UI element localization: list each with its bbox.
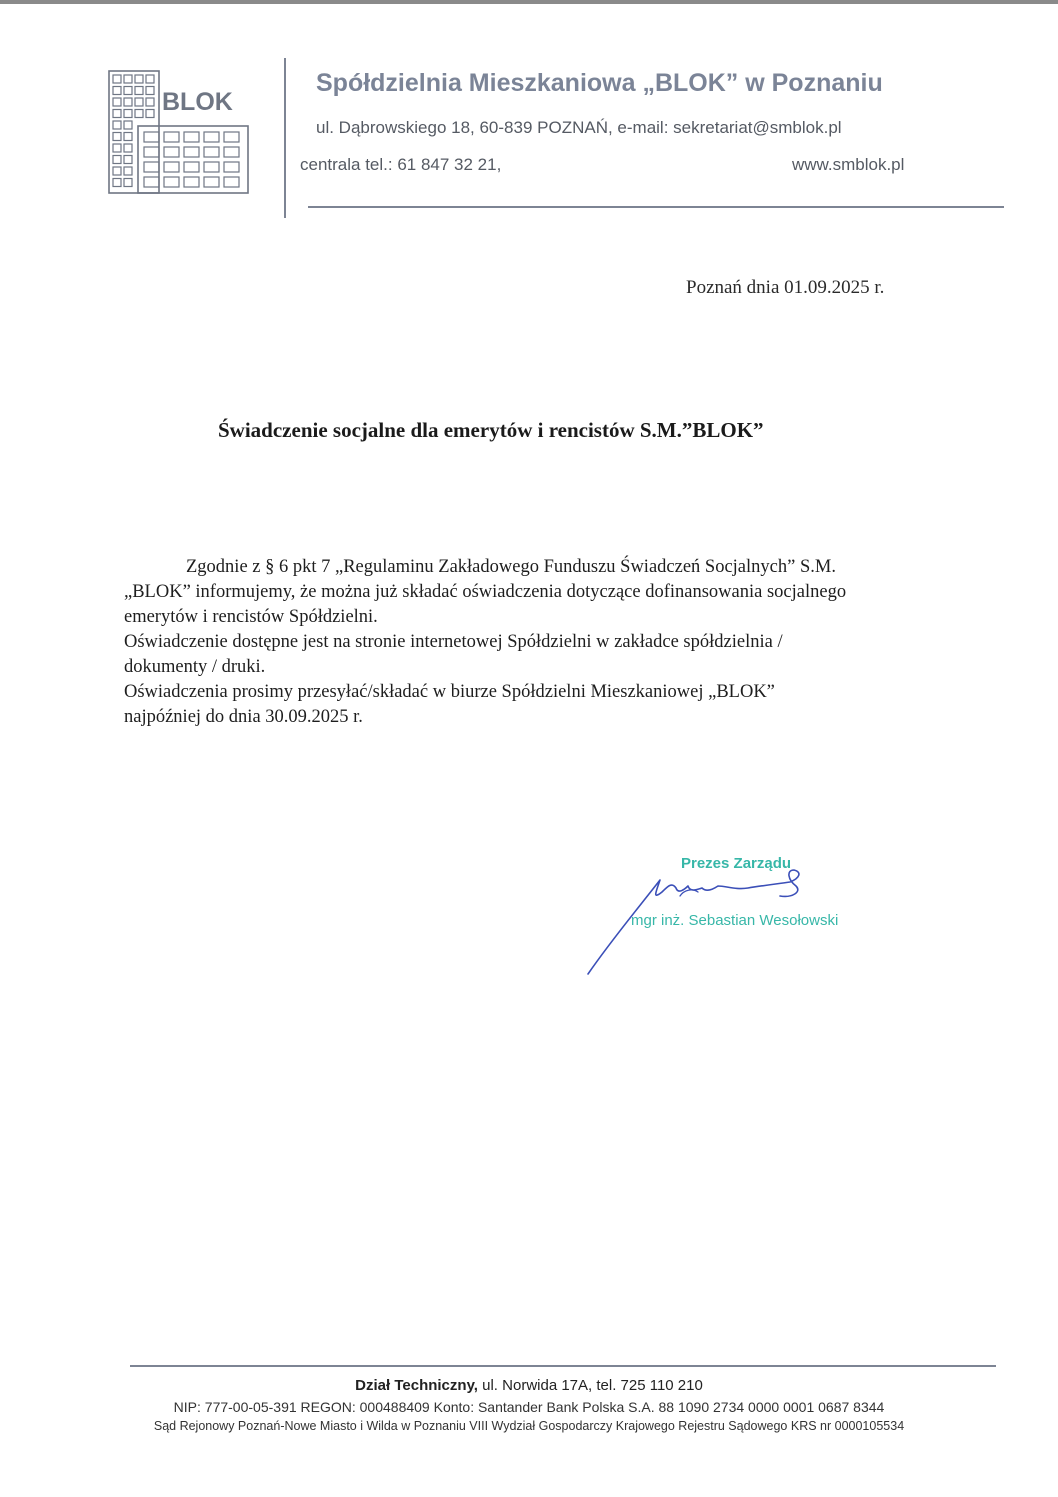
logo-window — [224, 162, 239, 172]
logo-window — [135, 87, 143, 95]
logo-window — [146, 75, 154, 83]
body-line: dokumenty / druki. — [124, 657, 266, 677]
logo-window — [146, 110, 154, 118]
body-line: Oświadczenie dostępne jest na stronie internetowej Spółdzielni w zakładce spółdzielnia / — [124, 632, 783, 652]
logo-window — [146, 98, 154, 106]
logo-window — [146, 87, 154, 95]
footer-registry: NIP: 777-00-05-391 REGON: 000488409 Konto: Santander Bank Polska S.A. 88 1090 2734 0000 0001 0687 8344 — [173, 1399, 885, 1415]
signatory-role: Prezes Zarządu — [681, 855, 792, 872]
logo-window — [113, 144, 121, 152]
logo-window — [135, 110, 143, 118]
body-line: najpóźniej do dnia 30.09.2025 r. — [124, 707, 363, 727]
footer-department-label: Dział Techniczny, — [355, 1377, 478, 1394]
logo-window — [204, 147, 219, 157]
signatory-name: mgr inż. Sebastian Wesołowski — [631, 912, 839, 929]
logo-window — [124, 156, 132, 164]
logo-window — [135, 75, 143, 83]
logo-window — [113, 133, 121, 141]
logo-window — [184, 162, 199, 172]
organization-name: Spółdzielnia Mieszkaniowa „BLOK” w Poznaniu — [316, 69, 883, 97]
logo-window — [113, 87, 121, 95]
footer-rule — [130, 1365, 996, 1367]
logo-window — [224, 132, 239, 142]
blok-logo — [108, 70, 258, 196]
logo-window — [164, 177, 179, 187]
logo-window — [113, 167, 121, 175]
logo-window — [144, 132, 159, 142]
body-line: Oświadczenia prosimy przesyłać/składać w biurze Spółdzielni Mieszkaniowej „BLOK” — [124, 682, 775, 702]
logo-window — [144, 147, 159, 157]
body-line: emerytów i rencistów Spółdzielni. — [124, 607, 378, 627]
logo-window — [224, 147, 239, 157]
body-line: „BLOK” informujemy, że można już składać oświadczenia dotyczące dofinansowania socjalnego — [124, 582, 847, 602]
logo-window — [184, 132, 199, 142]
logo-window — [113, 156, 121, 164]
logo-window — [124, 121, 132, 129]
logo-window — [124, 75, 132, 83]
header-rule — [308, 206, 1004, 208]
body-line: Zgodnie z § 6 pkt 7 „Regulaminu Zakładowego Funduszu Świadczeń Socjalnych” S.M. — [186, 557, 836, 577]
footer-department — [0, 1377, 1058, 1394]
logo-window — [113, 110, 121, 118]
logo-window — [164, 147, 179, 157]
logo-window — [224, 177, 239, 187]
logo-window — [164, 162, 179, 172]
logo-window — [124, 144, 132, 152]
footer-department-details: ul. Norwida 17A, tel. 725 110 210 — [477, 1377, 703, 1394]
logo-window — [184, 177, 199, 187]
scan-edge — [0, 0, 1058, 4]
logo-window — [113, 98, 121, 106]
logo-window — [144, 162, 159, 172]
logo-text: BLOK — [162, 88, 233, 116]
logo-window — [124, 133, 132, 141]
logo-window — [124, 110, 132, 118]
logo-window — [113, 75, 121, 83]
logo-window — [204, 132, 219, 142]
phone-number: centrala tel.: 61 847 32 21, — [300, 155, 502, 174]
logo-window — [124, 98, 132, 106]
header-divider — [284, 58, 286, 218]
logo-window — [144, 177, 159, 187]
logo-window — [113, 179, 121, 187]
logo-window — [204, 177, 219, 187]
logo-window — [124, 87, 132, 95]
footer-court: Sąd Rejonowy Poznań-Nowe Miasto i Wilda w Poznaniu VIII Wydział Gospodarczy Krajowego Rejestru Sądowego KRS nr 0000105534 — [153, 1419, 905, 1433]
logo-window — [124, 179, 132, 187]
letter-title: Świadczenie socjalne dla emerytów i rencistów S.M.”BLOK” — [218, 418, 764, 442]
letter-date: Poznań dnia 01.09.2025 r. — [686, 277, 885, 298]
logo-window — [113, 121, 121, 129]
address-email: ul. Dąbrowskiego 18, 60-839 POZNAŃ, e-mail: sekretariat@smblok.pl — [316, 118, 842, 137]
logo-window — [124, 167, 132, 175]
logo-window — [204, 162, 219, 172]
logo-window — [135, 98, 143, 106]
logo-window — [164, 132, 179, 142]
website-link[interactable]: www.smblok.pl — [792, 155, 905, 174]
logo-window — [184, 147, 199, 157]
